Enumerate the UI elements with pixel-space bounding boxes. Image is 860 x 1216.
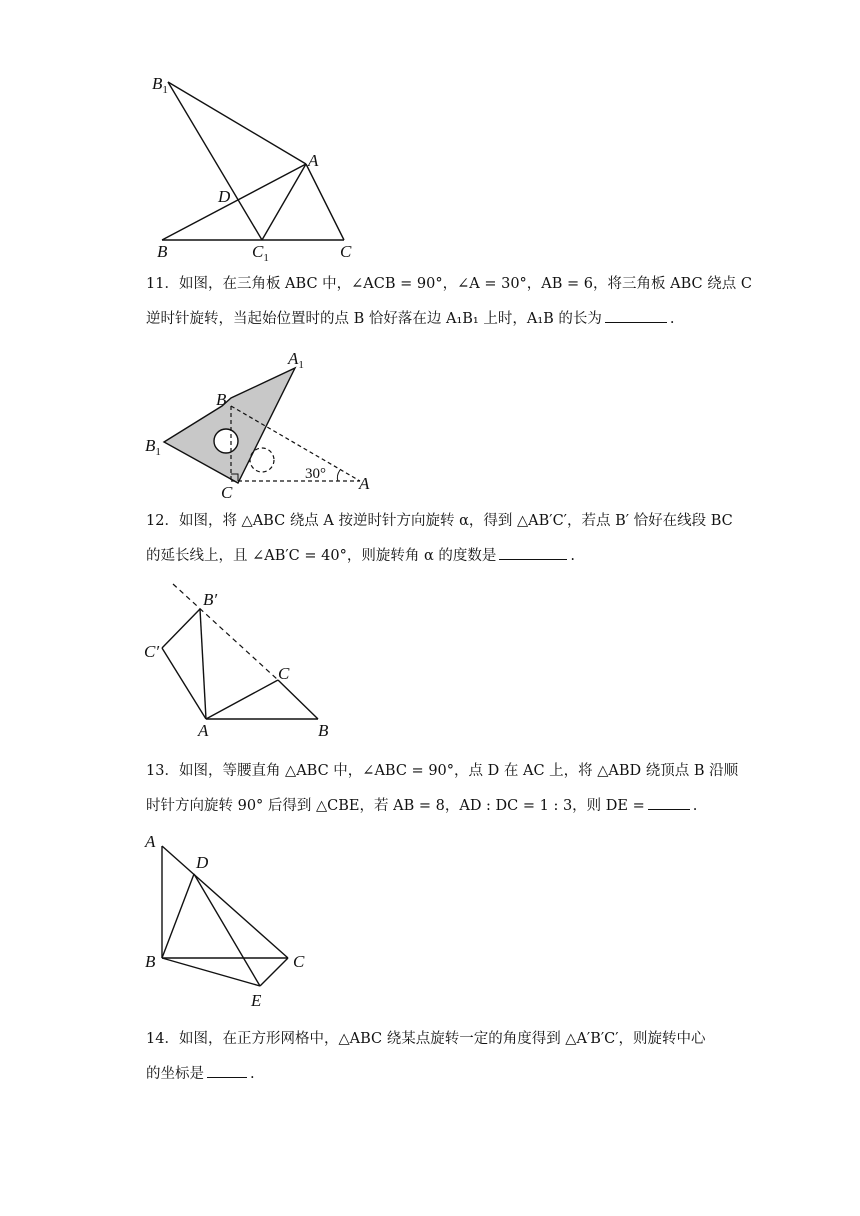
label-e: E <box>251 991 262 1010</box>
label-a: A <box>308 151 319 170</box>
q11-line-1: 11．如图，在三角板 ABC 中，∠ACB = 90°，∠A = 30°，AB = 6，将三角板 ABC 绕点 C <box>146 276 752 292</box>
q14-number: 14 <box>146 1031 165 1047</box>
figure-triangle-ruler-rotation <box>140 350 380 500</box>
label-b-prime: B′ <box>203 590 218 609</box>
dashed-extension-bc <box>173 584 278 680</box>
q13-line-1: 13．如图，等腰直角 △ABC 中，∠ABC = 90°，点 D 在 AC 上，将 △ABD 绕顶点 B 沿顺 <box>146 763 739 779</box>
question-11 <box>146 267 752 337</box>
label-b: B <box>157 242 168 261</box>
answer-blank[interactable] <box>207 1063 247 1078</box>
label-b: B <box>216 390 227 409</box>
segment-b-d <box>162 874 194 958</box>
angle-arc-30 <box>337 470 340 481</box>
label-c: C <box>221 483 233 502</box>
segment-bp-a <box>200 609 206 719</box>
q12-number: 12 <box>146 513 165 529</box>
segment-b1-c1 <box>168 82 262 240</box>
question-12 <box>146 504 733 574</box>
figure-rotation-b1-a-c1 <box>140 66 380 266</box>
label-c: C <box>278 664 290 683</box>
label-c1: $C_1$ <box>252 242 269 264</box>
segment-a-c <box>206 680 278 719</box>
q12-line-1: 12．如图，将 △ABC 绕点 A 按逆时针方向旋转 α，得到 △AB′C′，若点 B′ 恰好在线段 BC <box>146 513 733 529</box>
label-c: C <box>293 952 305 971</box>
label-b: B <box>318 721 329 740</box>
answer-blank[interactable] <box>605 308 667 323</box>
question-13 <box>146 754 739 824</box>
segment-d-e <box>194 874 260 986</box>
label-a1: $A_1$ <box>288 349 304 371</box>
segment-c-e <box>260 958 288 986</box>
segment-cp-a <box>162 648 206 719</box>
label-a: A <box>359 474 370 493</box>
q11-line-2: 逆时针旋转，当起始位置时的点 B 恰好落在边 A₁B₁ 上时，A₁B 的长为 . <box>146 302 726 337</box>
label-b: B <box>145 952 156 971</box>
q12-line-2: 的延长线上，且 ∠AB′C = 40°，则旋转角 α 的度数是 . <box>146 539 726 574</box>
label-a: A <box>145 832 156 851</box>
figure-isosceles-right-rotation <box>140 826 340 1016</box>
segment-bp-cp <box>162 609 200 648</box>
angle-label-30: 30° <box>305 466 326 482</box>
q14-line-1: 14．如图，在正方形网格中，△ABC 绕某点旋转一定的角度得到 △A′B′C′，则旋转中心 <box>146 1031 706 1047</box>
q13-line-2: 时针方向旋转 90° 后得到 △CBE，若 AB = 8，AD : DC = 1 : 3，则 DE = . <box>146 789 726 824</box>
label-c-prime: C′ <box>144 642 160 661</box>
q13-number: 13 <box>146 763 165 779</box>
segment-c-b <box>278 680 318 719</box>
label-b1: $B_1$ <box>152 74 168 96</box>
q11-number: 11 <box>146 276 165 292</box>
answer-blank[interactable] <box>499 545 567 560</box>
shaded-rotated-triangle <box>164 368 295 483</box>
label-d: D <box>218 187 231 206</box>
q14-line-2: 的坐标是 . <box>146 1057 726 1092</box>
label-c: C <box>340 242 352 261</box>
question-14 <box>146 1022 726 1092</box>
figure-rotation-about-a <box>140 578 340 738</box>
label-d: D <box>196 853 209 872</box>
ruler-hole-circle <box>214 429 238 453</box>
segment-a-c <box>306 164 344 240</box>
segment-a-c <box>162 846 288 958</box>
segment-b1-a <box>168 82 306 164</box>
label-a: A <box>198 721 209 740</box>
answer-blank[interactable] <box>648 795 690 810</box>
label-b1: $B_1$ <box>145 436 161 458</box>
